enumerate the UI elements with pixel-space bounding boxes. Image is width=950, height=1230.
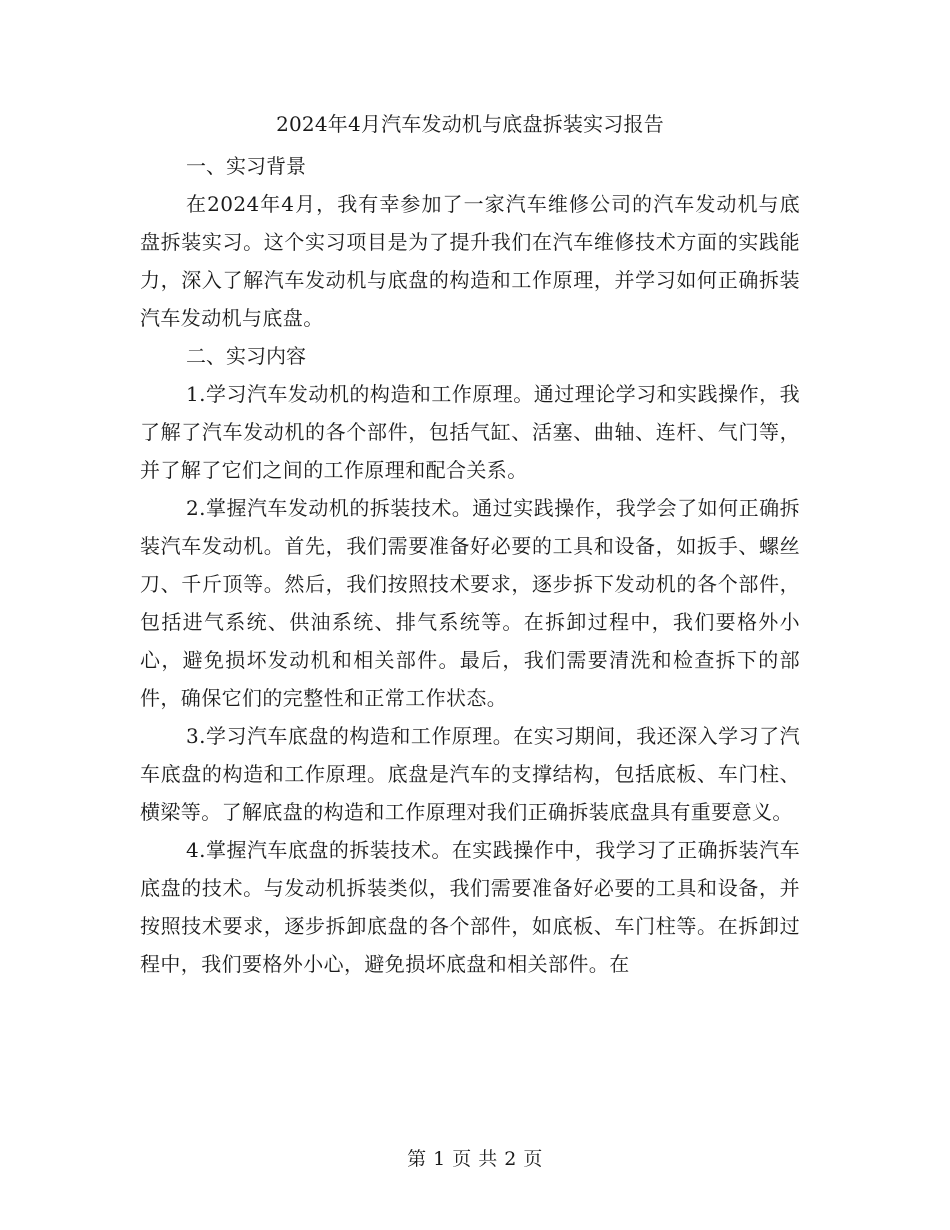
paragraph-item-1: 1.学习汽车发动机的构造和工作原理。通过理论学习和实践操作，我了解了汽车发动机的各个部件，包括气缸、活塞、曲轴、连杆、气门等，并了解了它们之间的工作原理和配合关系。 bbox=[140, 382, 800, 482]
paragraph-item-2: 2.掌握汽车发动机的拆装技术。通过实践操作，我学会了如何正确拆装汽车发动机。首先，我们需要准备好必要的工具和设备，如扳手、螺丝刀、千斤顶等。然后，我们按照技术要求，逐步拆下发动机的各个部件，包括进气系统、供油系统、排气系统等。在拆卸过程中，我们要格外小心，避免损坏发动机和相关部件。最后，我们需要清洗和检查拆下的部件，确保它们的完整性和正常工作状态。 bbox=[140, 496, 800, 710]
document-title: 2024年4月汽车发动机与底盘拆装实习报告 bbox=[276, 112, 664, 136]
page-footer bbox=[0, 1144, 950, 1174]
paragraph-item-4: 4.掌握汽车底盘的拆装技术。在实践操作中，我学习了正确拆装汽车底盘的技术。与发动机拆装类似，我们需要准备好必要的工具和设备，并按照技术要求，逐步拆卸底盘的各个部件，如底板、车门柱等。在拆卸过程中，我们要格外小心，避免损坏底盘和相关部件。在 bbox=[140, 838, 800, 976]
page-number-indicator: 第 1 页 共 2 页 bbox=[407, 1148, 543, 1170]
paragraph-background: 在2024年4月，我有幸参加了一家汽车维修公司的汽车发动机与底盘拆装实习。这个实习项目是为了提升我们在汽车维修技术方面的实践能力，深入了解汽车发动机与底盘的构造和工作原理，并学习如何正确拆装汽车发动机与底盘。 bbox=[140, 192, 800, 330]
document-body bbox=[140, 105, 800, 983]
section-heading-background: 一、实习背景 bbox=[186, 154, 306, 178]
section-heading-content: 二、实习内容 bbox=[186, 344, 306, 368]
paragraph-item-3: 3.学习汽车底盘的构造和工作原理。在实习期间，我还深入学习了汽车底盘的构造和工作原理。底盘是汽车的支撑结构，包括底板、车门柱、横梁等。了解底盘的构造和工作原理对我们正确拆装底盘具有重要意义。 bbox=[140, 724, 800, 824]
